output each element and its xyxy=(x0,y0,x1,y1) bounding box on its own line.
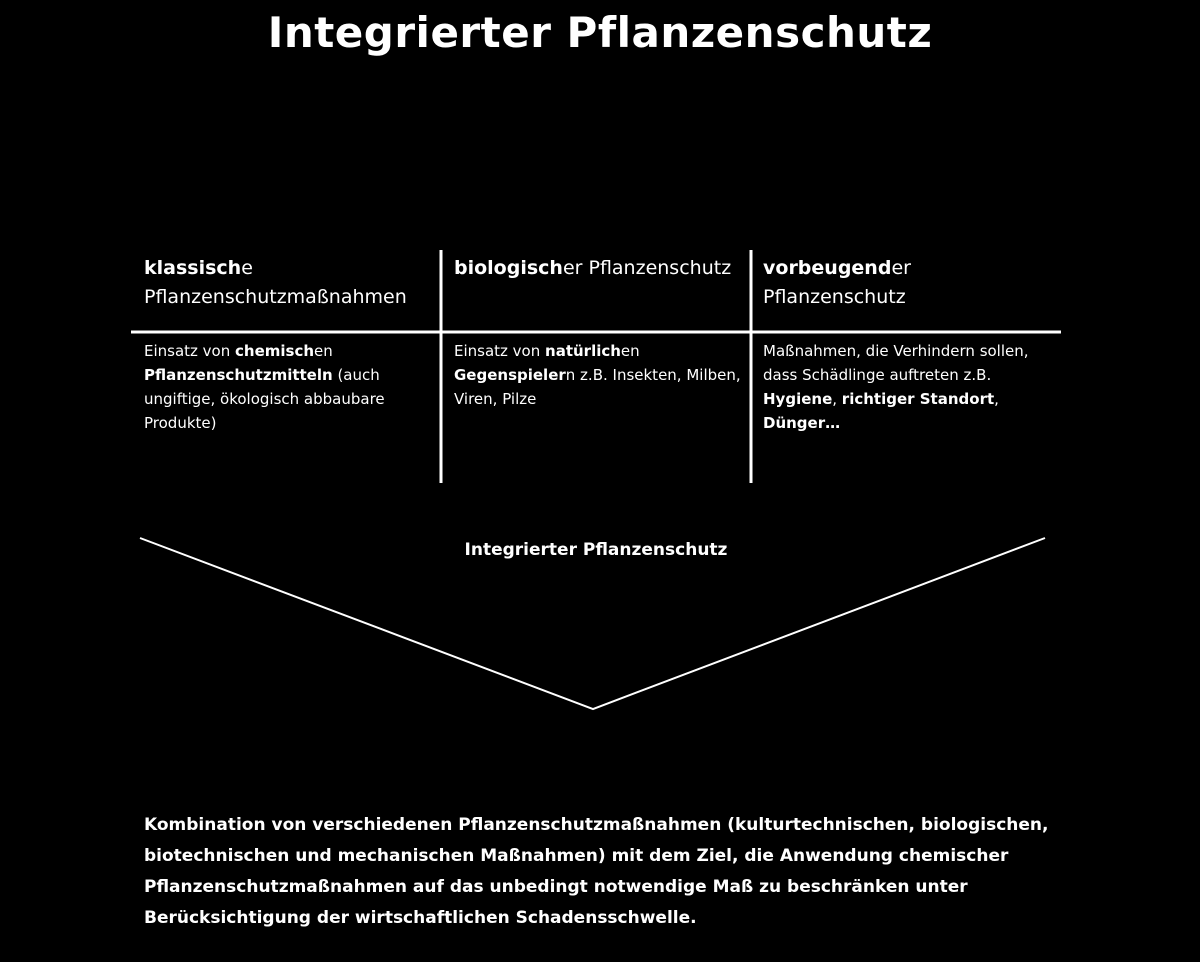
body-segment: Einsatz von xyxy=(454,342,546,360)
column-heading-bold: klassisch xyxy=(144,257,242,279)
column-body-biological xyxy=(454,339,749,411)
column-heading-bold: vorbeugend xyxy=(763,257,892,279)
body-segment-bold: natürlich xyxy=(545,342,621,360)
summary-text: Kombination von verschiedenen Pflanzenschutzmaßnahmen (kulturtechnischen, biologischen, biotechnischen und mechanischen Maßnahmen) mit dem Ziel, die Anwendung chemischer Pflanzenschutzmaßnahmen auf das unbedingt notwendige Maß zu beschränken unter Berücksichtigung der wirtschaftlichen Schadensschwelle. xyxy=(144,815,1049,928)
column-body-preventive xyxy=(763,339,1048,435)
body-segment-bold: Hygiene xyxy=(763,390,833,408)
column-heading-rest: e Pflanzenschutzmaßnahmen xyxy=(144,257,407,308)
page-title: Integrierter Pflanzenschutz xyxy=(267,8,933,57)
column-heading-biological xyxy=(454,254,744,283)
v-funnel-shape xyxy=(140,538,1045,709)
body-segment: Maßnahmen, die Verhindern sollen, dass Schädlinge auftreten z.B. xyxy=(763,342,1029,384)
body-segment: en xyxy=(314,342,333,360)
body-segment: (auch ungiftige, ökologisch abbaubare Produkte) xyxy=(144,366,385,432)
column-body-classic xyxy=(144,339,439,435)
body-segment: , xyxy=(832,390,842,408)
body-segment-bold: chemisch xyxy=(235,342,315,360)
column-heading-classic xyxy=(144,254,434,312)
body-segment-bold: richtiger Standort xyxy=(841,390,995,408)
body-segment-bold: Pflanzenschutzmitteln xyxy=(144,366,333,384)
column-heading-rest: er Pflanzenschutz xyxy=(562,257,732,279)
body-segment: Einsatz von xyxy=(144,342,236,360)
body-segment: n z.B. Insekten, Milben, Viren, Pilze xyxy=(454,366,741,408)
column-heading-preventive xyxy=(763,254,1053,312)
body-segment-bold: Dünger… xyxy=(763,414,841,432)
funnel-label: Integrierter Pflanzenschutz xyxy=(464,540,728,560)
column-heading-rest: er Pflanzenschutz xyxy=(763,257,911,308)
body-segment: , xyxy=(994,390,999,408)
body-segment-bold: Gegenspieler xyxy=(454,366,566,384)
column-heading-bold: biologisch xyxy=(454,257,563,279)
body-segment: en xyxy=(620,342,640,360)
